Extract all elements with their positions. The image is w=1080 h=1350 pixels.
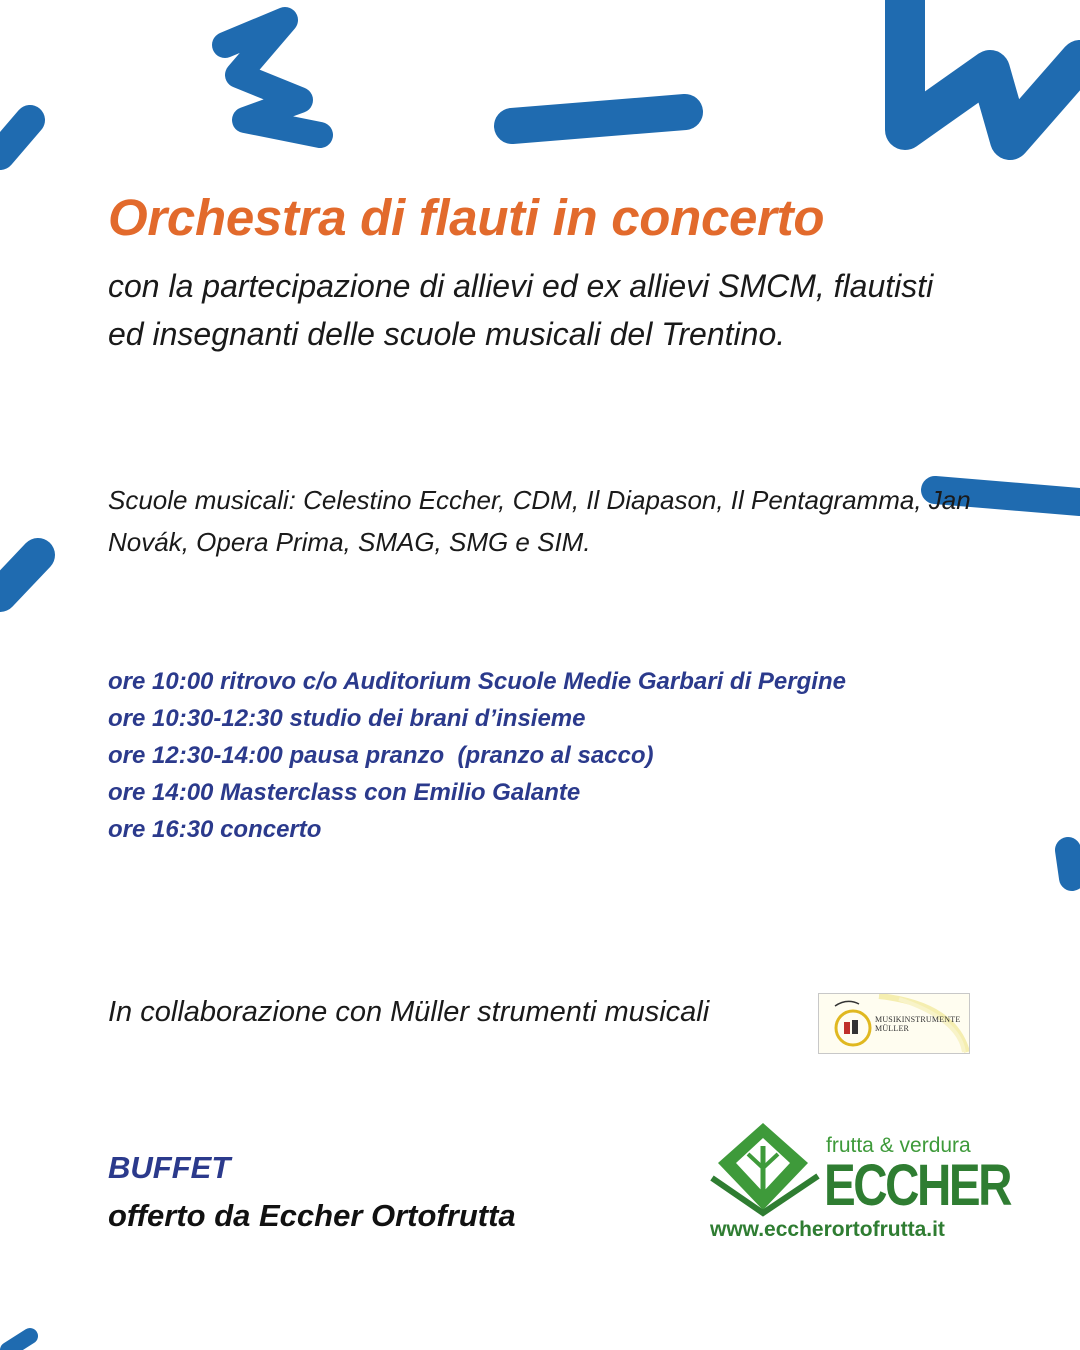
brushstroke-dash-top bbox=[512, 112, 685, 126]
brushstroke-zigzag bbox=[225, 20, 320, 135]
schedule-item: ore 10:30-12:30 studio dei brani d’insieme bbox=[108, 705, 586, 732]
schedule-item: ore 10:00 ritrovo c/o Auditorium Scuole Medie Garbari di Pergine bbox=[108, 668, 846, 695]
schedule-item: ore 14:00 Masterclass con Emilio Galante bbox=[108, 779, 581, 806]
brushstroke-right-blob bbox=[1068, 850, 1072, 878]
brushstroke-bottom-left bbox=[8, 1336, 30, 1350]
buffet-title: BUFFET bbox=[108, 1150, 231, 1185]
eccher-tagline: frutta & verdura bbox=[826, 1134, 971, 1157]
muller-logo bbox=[818, 993, 970, 1054]
muller-logo-text: MUSIKINSTRUMENTE MÜLLER bbox=[875, 1015, 961, 1033]
brushstroke-w bbox=[905, 0, 1080, 140]
buffet-subtitle: offerto da Eccher Ortofrutta bbox=[108, 1198, 516, 1233]
collaboration-text: In collaborazione con Müller strumenti musicali bbox=[108, 996, 710, 1028]
schedule-item: ore 16:30 concerto bbox=[108, 816, 322, 843]
brushstroke-left-mid bbox=[0, 555, 38, 595]
eccher-logo bbox=[708, 1118, 1011, 1248]
schedule-list bbox=[108, 663, 846, 848]
leaf-icon bbox=[708, 1118, 828, 1218]
event-subtitle: con la partecipazione di allievi ed ex allievi SMCM, flautisti ed insegnanti delle scuole musicali del Trentino. bbox=[108, 268, 934, 352]
brushstroke-left-top bbox=[0, 120, 30, 155]
eccher-name: ECCHER bbox=[824, 1153, 1011, 1218]
schools-list: Scuole musicali: Celestino Eccher, CDM, Il Diapason, Il Pentagramma, Jan Novák, Opera Prima, SMAG, SMG e SIM. bbox=[108, 485, 971, 557]
schedule-item: ore 12:30-14:00 pausa pranzo (pranzo al sacco) bbox=[108, 742, 654, 769]
event-title: Orchestra di flauti in concerto bbox=[108, 189, 825, 246]
eccher-url: www.eccherortofrutta.it bbox=[710, 1218, 945, 1241]
